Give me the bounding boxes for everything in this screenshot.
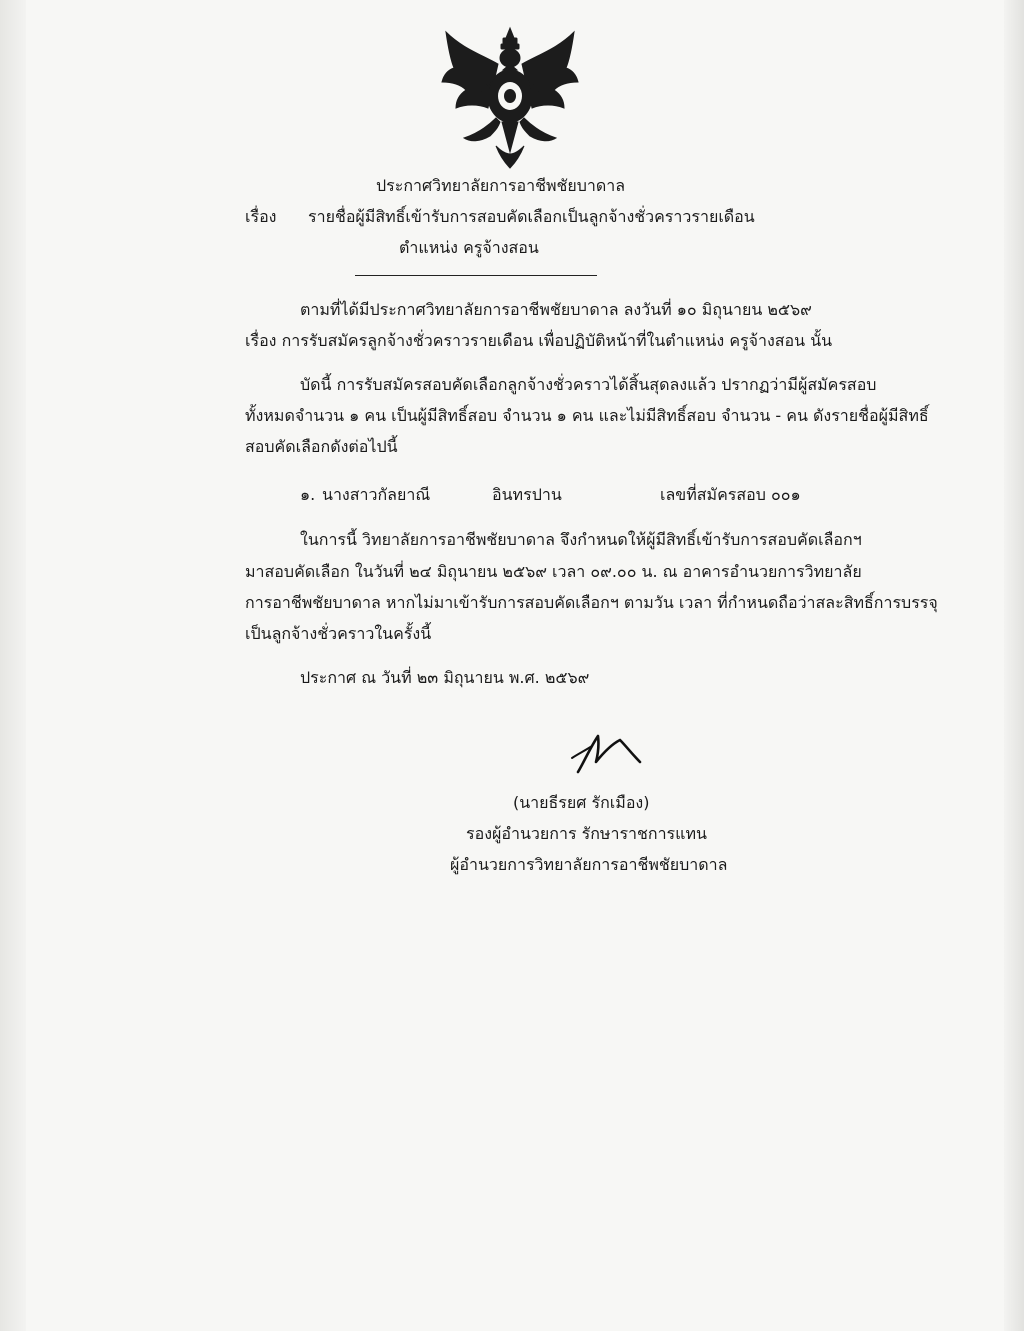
paragraph2-line1: บัดนี้ การรับสมัครสอบคัดเลือกลูกจ้างชั่วคราวได้สิ้นสุดลงแล้ว ปรากฏว่ามีผู้สมัครสอบ [300,375,877,394]
header-divider [355,275,597,276]
subject-text: รายชื่อผู้มีสิทธิ์เข้ารับการสอบคัดเลือกเป็นลูกจ้างชั่วคราวรายเดือน [308,207,755,226]
paragraph1-line1: ตามที่ได้มีประกาศวิทยาลัยการอาชีพชัยบาดาล ลงวันที่ ๑๐ มิถุนายน ๒๕๖๙ [300,300,812,319]
candidate-applicant-no: เลขที่สมัครสอบ ๐๐๑ [660,485,801,504]
subject-label: เรื่อง [245,207,277,226]
candidate-name: นางสาวกัลยาณี [322,485,431,504]
handwritten-signature [568,728,648,778]
paragraph2-line2: ทั้งหมดจำนวน ๑ คน เป็นผู้มีสิทธิ์สอบ จำนวน ๑ คน และไม่มีสิทธิ์สอบ จำนวน - คน ดังรายชื่อผู้มีสิทธิ์ [245,406,929,425]
announcement-title: ประกาศวิทยาลัยการอาชีพชัยบาดาล [376,176,626,195]
paragraph3-line3: การอาชีพชัยบาดาล หากไม่มาเข้ารับการสอบคัดเลือกฯ ตามวัน เวลา ที่กำหนดถือว่าสละสิทธิ์การบรรจุ [245,593,938,612]
paragraph3-line1: ในการนี้ วิทยาลัยการอาชีพชัยบาดาล จึงกำหนดให้ผู้มีสิทธิ์เข้ารับการสอบคัดเลือกฯ [300,530,862,549]
page-edge-left [0,0,26,1331]
candidate-surname: อินทรปาน [492,485,562,504]
position-line: ตำแหน่ง ครูจ้างสอน [399,238,539,257]
signatory-title1: รองผู้อำนวยการ รักษาราชการแทน [466,824,707,843]
paragraph2-line3: สอบคัดเลือกดังต่อไปนี้ [245,437,398,456]
paragraph3-line4: เป็นลูกจ้างชั่วคราวในครั้งนี้ [245,624,432,643]
paragraph3-line2: มาสอบคัดเลือก ในวันที่ ๒๔ มิถุนายน ๒๕๖๙ เวลา ๐๙.๐๐ น. ณ อาคารอำนวยการวิทยาลัย [245,562,862,581]
signatory-title2: ผู้อำนวยการวิทยาลัยการอาชีพชัยบาดาล [450,855,728,874]
signatory-name: (นายธีรยศ รักเมือง) [513,793,650,812]
announcement-date: ประกาศ ณ วันที่ ๒๓ มิถุนายน พ.ศ. ๒๕๖๙ [300,668,590,687]
paragraph1-line2: เรื่อง การรับสมัครลูกจ้างชั่วคราวรายเดือน เพื่อปฏิบัติหน้าที่ในตำแหน่ง ครูจ้างสอน นั้น [245,331,833,350]
page-edge-right [1004,0,1024,1331]
garuda-emblem-icon [440,24,580,174]
candidate-index: ๑. [300,485,316,504]
